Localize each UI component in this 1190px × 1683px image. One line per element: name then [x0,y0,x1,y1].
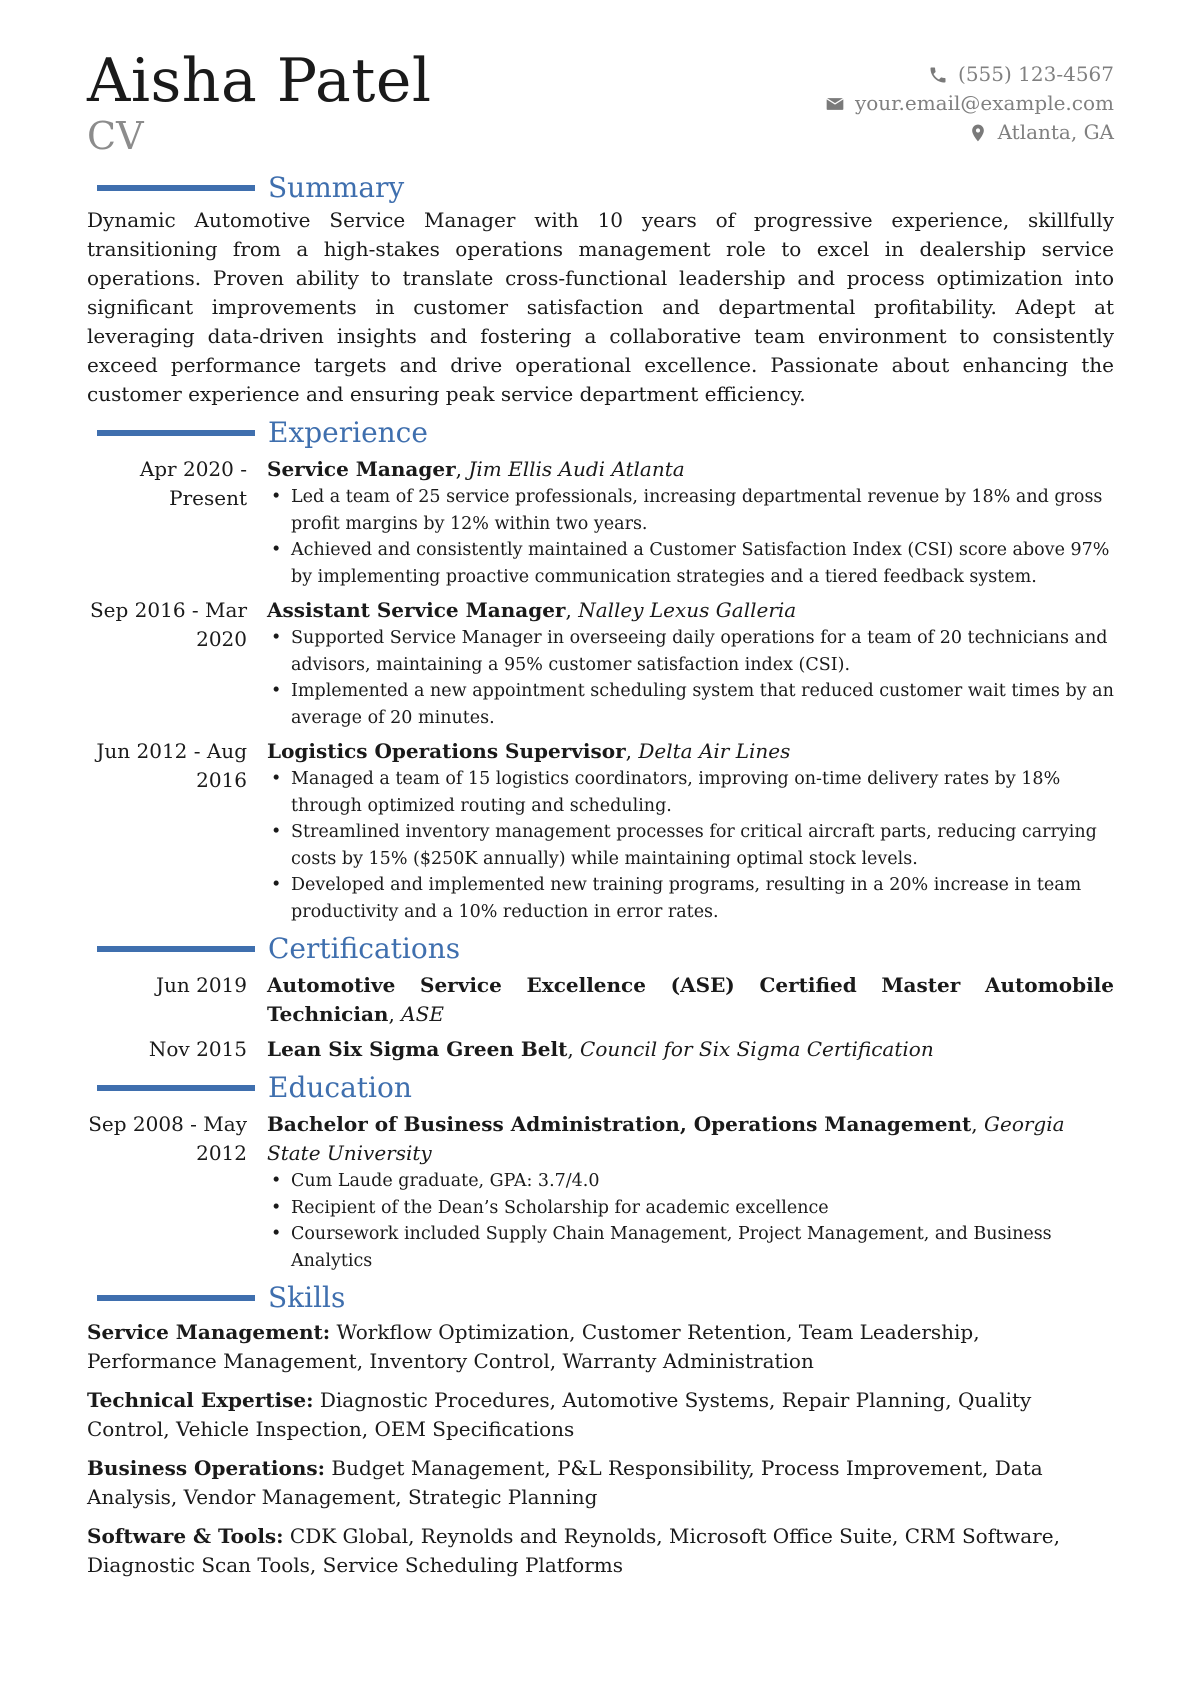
section-summary-heading [87,170,1114,206]
entry-date: Sep 2008 - May 2012 [88,1112,247,1165]
contact-phone [825,60,1114,89]
education-list [87,1110,1114,1274]
skill-text: Workflow Optimization, Customer Retention, Team Leadership, Performance Management, Inventory Control, Warranty Administration [87,1320,980,1373]
list-item: • Implemented a new appointment scheduling system that reduced customer wait times by an average of 20 minutes. [267,678,1114,731]
envelope-icon [825,94,845,114]
skill-label: Service Management: [87,1320,331,1344]
section-bar [97,430,255,436]
entry-date: Apr 2020 - Present [139,457,247,510]
list-item: • Supported Service Manager in overseeing daily operations for a team of 20 technicians and advisors, maintaining a 95% customer satisfaction index (CSI). [267,625,1114,678]
person-name: Aisha Patel [87,46,432,116]
skill-text: CDK Global, Reynolds and Reynolds, Microsoft Office Suite, CRM Software, Diagnostic Scan Tools, Service Scheduling Platforms [87,1524,1060,1577]
education-entry: Sep 2008 - May 2012 Bachelor of Business Administration, Operations Management, Georgia State University • Cum Laude graduate, GPA: 3.7/4.0 • Recipient of the Dean’s Scholarship for academic excellence • Coursework included Supply Chain Management, Project Management, and Business Analytics [87,1110,1114,1274]
entry-role: Assistant Service Manager [267,598,566,622]
section-title: Education [268,1071,412,1104]
entry-date: Jun 2012 - Aug 2016 [96,739,247,792]
skills-list [87,1318,1114,1580]
entry-org: Jim Ellis Audi Atlanta [468,457,685,481]
experience-list [87,455,1114,925]
bullet-list [267,766,1114,925]
list-item: • Achieved and consistently maintained a Customer Satisfaction Index (CSI) score above 97% by implementing proactive communication strategies and a tiered feedback system. [267,537,1114,590]
experience-entry: Apr 2020 - Present Service Manager, Jim Ellis Audi Atlanta • Led a team of 25 service professionals, increasing departmental revenue by 18% and gross profit margins by 12% within two years. • Achieved and consistently maintained a Customer Satisfaction Index (CSI) score above 97% by implementing proactive communication strategies and a tiered feedback system. [87,455,1114,590]
bullet-list [267,625,1114,731]
list-item: • Developed and implemented new training programs, resulting in a 20% increase in team productivity and a 10% reduction in error rates. [267,872,1114,925]
list-item: • Managed a team of 15 logistics coordinators, improving on-time delivery rates by 18% through optimized routing and scheduling. [267,766,1114,819]
phone-text[interactable]: (555) 123-4567 [958,62,1114,86]
entry-role: Bachelor of Business Administration, Operations Management [267,1112,972,1136]
skill-label: Technical Expertise: [87,1388,314,1412]
section-education-heading [87,1070,1114,1106]
contact-email [825,89,1114,118]
entry-org: Georgia State University [267,1112,1065,1165]
phone-icon [928,65,948,85]
contact-block [825,60,1114,147]
section-skills-heading [87,1280,1114,1316]
summary-text: Dynamic Automotive Service Manager with 10 years of progressive experience, skillfully transitioning from a high-stakes operations management role to excel in dealership service operations. Proven ability to translate cross-functional leadership and process optimization into significant improvements in customer satisfaction and departmental profitability. Adept at leveraging data-driven insights and fostering a collaborative team environment to consistently exceed performance targets and drive operational excellence. Passionate about enhancing the customer experience and ensuring peak service department efficiency. [87,208,1114,406]
experience-entry: Sep 2016 - Mar 2020 Assistant Service Manager, Nalley Lexus Galleria • Supported Service Manager in overseeing daily operations for a team of 20 technicians and advisors, maintaining a 95% customer satisfaction index (CSI). • Implemented a new appointment scheduling system that reduced customer wait times by an average of 20 minutes. [87,596,1114,731]
skill-group [87,1454,1114,1512]
list-item: • Streamlined inventory management processes for critical aircraft parts, reducing carrying costs by 15% ($250K annually) while maintaining optimal stock levels. [267,819,1114,872]
section-title: Experience [268,416,428,449]
list-item: • Led a team of 25 service professionals, increasing departmental revenue by 18% and gross profit margins by 12% within two years. [267,484,1114,537]
section-bar [97,1085,255,1091]
section-experience-heading [87,415,1114,451]
location-text: Atlanta, GA [997,120,1114,144]
skill-group [87,1386,1114,1444]
certification-entry: Nov 2015 Lean Six Sigma Green Belt, Council for Six Sigma Certification [87,1035,1114,1064]
email-text[interactable]: your.email@example.com [854,91,1114,115]
section-title: Certifications [268,932,461,965]
entry-role: Lean Six Sigma Green Belt [267,1037,568,1061]
skill-text: Diagnostic Procedures, Automotive Systems, Repair Planning, Quality Control, Vehicle Inspection, OEM Specifications [87,1388,1032,1441]
contact-location [825,118,1114,147]
list-item: • Coursework included Supply Chain Management, Project Management, and Business Analytics [267,1221,1114,1274]
entry-role: Automotive Service Excellence (ASE) Certified Master Automobile Technician [267,973,1114,1026]
skill-group [87,1318,1114,1376]
certifications-list [87,971,1114,1064]
entry-role: Logistics Operations Supervisor [267,739,626,763]
document-subtitle: CV [87,114,144,158]
skill-text: Budget Management, P&L Responsibility, Process Improvement, Data Analysis, Vendor Management, Strategic Planning [87,1456,1043,1509]
bullet-list [267,1168,1114,1274]
skill-group [87,1522,1114,1580]
skill-label: Business Operations: [87,1456,326,1480]
entry-date: Jun 2019 [155,973,247,997]
section-bar [97,946,255,952]
list-item: • Cum Laude graduate, GPA: 3.7/4.0 [267,1168,1114,1195]
entry-org: Nalley Lexus Galleria [578,598,797,622]
entry-org: Delta Air Lines [638,739,791,763]
entry-role: Service Manager [267,457,456,481]
entry-date: Sep 2016 - Mar 2020 [89,598,247,651]
experience-entry: Jun 2012 - Aug 2016 Logistics Operations Supervisor, Delta Air Lines • Managed a team of 15 logistics coordinators, improving on-time delivery rates by 18% through optimized routing and scheduling. • Streamlined inventory management processes for critical aircraft parts, reducing carrying costs by 15% ($250K annually) while maintaining optimal stock levels. • Developed and implemented new training programs, resulting in a 20% increase in team productivity and a 10% reduction in error rates. [87,737,1114,925]
list-item: • Recipient of the Dean’s Scholarship for academic excellence [267,1195,1114,1222]
bullet-list [267,484,1114,590]
section-title: Summary [268,171,405,204]
section-title: Skills [268,1281,346,1314]
header [87,46,1114,164]
skill-label: Software & Tools: [87,1524,284,1548]
section-certifications-heading [87,931,1114,967]
entry-org: Council for Six Sigma Certification [580,1037,934,1061]
section-bar [97,185,255,191]
entry-org: ASE [401,1002,444,1026]
entry-date: Nov 2015 [148,1037,247,1061]
map-pin-icon [968,123,988,143]
section-bar [97,1295,255,1301]
certification-entry: Jun 2019 Automotive Service Excellence (ASE) Certified Master Automobile Technician, ASE [87,971,1114,1029]
